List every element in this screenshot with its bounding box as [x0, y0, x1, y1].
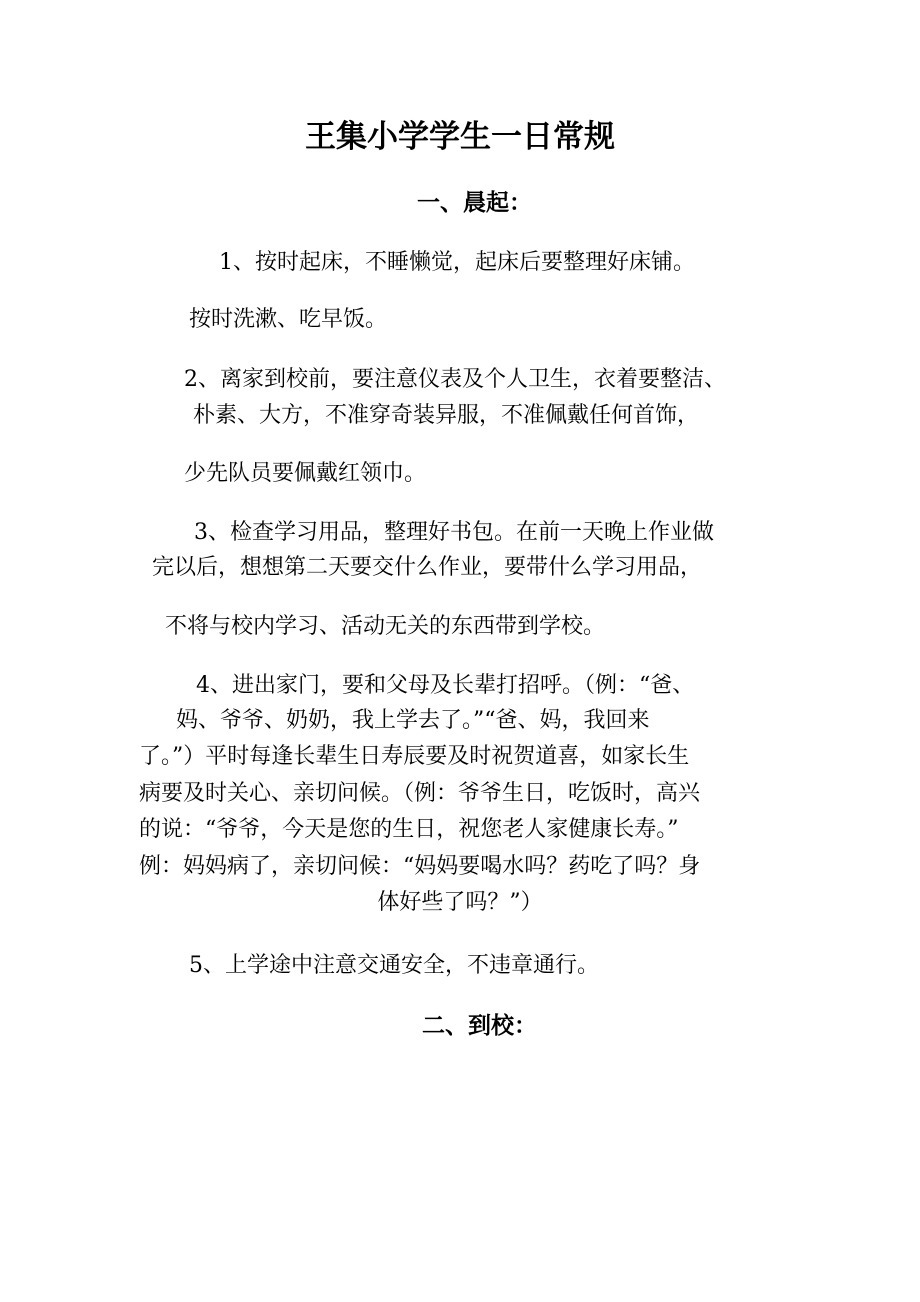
item-4-line-2: 妈、爷爷、奶奶，我上学去了。”“爸、妈，我回来 [176, 708, 650, 733]
section-heading-morning: 一、晨起： [417, 189, 532, 216]
item-4-line-1: 4、进出家门，要和父母及长辈打招呼。（例：“爸、 [196, 673, 695, 698]
item-2-line-1: 2、离家到校前，要注意仪表及个人卫生，衣着要整洁、 [184, 367, 726, 392]
item-2-line-3: 少先队员要佩戴红领巾。 [184, 461, 427, 486]
item-1-line-2: 按时洗漱、吃早饭。 [189, 307, 388, 332]
item-4-line-6: 例：妈妈病了，亲切问候：“妈妈要喝水吗？药吃了吗？身 [139, 854, 701, 879]
item-3-line-2: 完以后，想想第二天要交什么作业，要带什么学习用品， [152, 555, 703, 580]
item-5-line-1: 5、上学途中注意交通安全，不违章通行。 [189, 953, 599, 978]
item-4-line-4: 病要及时关心、亲切问候。（例：爷爷生日，吃饭时，高兴 [139, 781, 701, 806]
page-title: 王集小学学生一日常规 [305, 119, 615, 155]
item-4-line-7: 体好些了吗？”） [377, 890, 543, 915]
item-4-line-3: 了。”）平时每逢长辈生日寿辰要及时祝贺道喜，如家长生 [139, 744, 690, 769]
item-1-line-1: 1、按时起床，不睡懒觉，起床后要整理好床铺。 [219, 250, 695, 275]
item-4-line-5: 的说：“爷爷，今天是您的生日，祝您老人家健康长寿。” [139, 817, 679, 842]
section-heading-arrival: 二、到校： [422, 1012, 537, 1039]
item-2-line-2: 朴素、大方，不准穿奇装异服，不准佩戴任何首饰， [193, 403, 700, 428]
item-3-line-1: 3、检查学习用品，整理好书包。在前一天晚上作业做 [194, 520, 714, 545]
item-3-line-3: 不将与校内学习、活动无关的东西带到学校。 [165, 614, 606, 639]
